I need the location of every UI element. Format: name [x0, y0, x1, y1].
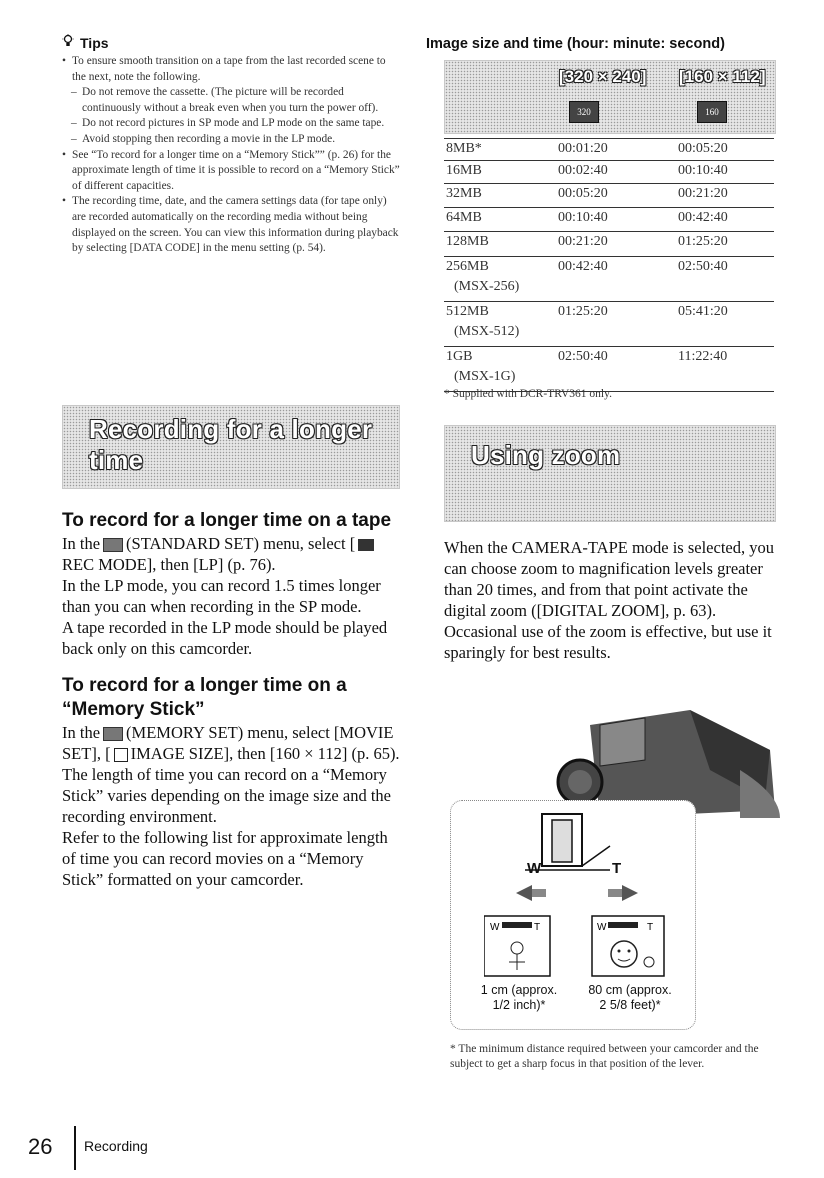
table-title: Image size and time (hour: minute: second) — [426, 36, 725, 52]
table-header — [444, 60, 776, 134]
section-banner-using-zoom — [444, 425, 776, 522]
page-number: 26 — [28, 1134, 53, 1159]
standard-set-icon — [103, 538, 123, 552]
banner-title: Using zoom — [471, 440, 621, 470]
svg-text:W: W — [490, 922, 500, 933]
banner-title: Recording for a longer time — [89, 414, 373, 475]
heading-record-tape: To record for a longer time on a tape — [62, 510, 392, 531]
tip-subitem: – Do not remove the cassette. (The picture will be recorded continuously without a break even when you turn the power off). — [62, 85, 402, 116]
tape-instructions: In the (STANDARD SET) menu, select [REC MODE], then [LP] (p. 76). In the LP mode, you can record 1.5 times longer than you can when recording in the SP mode. A tape recorded in the LP mode should be played back only on this camcorder. — [62, 534, 388, 658]
recording-time-table — [444, 138, 774, 392]
image-size-320-icon: 320 — [569, 101, 599, 123]
svg-text:W: W — [597, 922, 607, 933]
image-size-icon — [114, 748, 128, 762]
table-row: 256MB 00:42:40 02:50:40 (MSX-256) — [444, 257, 774, 302]
image-size-160-icon: 160 — [697, 101, 727, 123]
tips-list — [62, 54, 402, 257]
tip-item: • To ensure smooth transition on a tape from the last recorded scene to the next, note the following. — [62, 54, 402, 85]
zoom-subject-panels — [484, 914, 680, 982]
zoom-description: When the CAMERA-TAPE mode is selected, you can choose zoom to magnification levels greater than 20 times, and from that point activate the digital zoom ([DIGITAL ZOOM], p. 63). Occasional use of the zoom is effective, but use it sparingly for best results. — [444, 538, 774, 662]
tip-subitem: – Avoid stopping then recording a movie in the LP mode. — [62, 132, 402, 148]
tip-subitem: – Do not record pictures in SP mode and LP mode on the same tape. — [62, 116, 402, 132]
table-row: 1GB 02:50:40 11:22:40 (MSX-1G) — [444, 347, 774, 392]
memory-set-icon — [103, 727, 123, 741]
distance-tele: 80 cm (approx. 2 5/8 feet)* — [588, 983, 672, 1012]
table-row: 64MB 00:10:40 00:42:40 — [444, 208, 774, 232]
section-banner-recording-longer — [62, 405, 400, 489]
tips-heading: Tips — [62, 34, 109, 51]
svg-text:T: T — [647, 922, 654, 933]
footer-divider — [74, 1126, 76, 1170]
memory-stick-instructions: In the (MEMORY SET) menu, select [MOVIE SET], [ IMAGE SIZE], then [160 × 112] (p. 65). The length of time you can record on a “Memory Stick” varies depending on the image size and the recording environment. Refer to the following list for approximate length of time you can record movies on a “Memory Stick” formatted on your camcorder. — [62, 723, 400, 889]
zoom-direction-arrows — [510, 882, 660, 904]
table-row: 8MB* 00:01:20 00:05:20 — [444, 138, 774, 161]
footer-section-name: Recording — [84, 1138, 148, 1154]
zoom-footnote: * The minimum distance required between your camcorder and the subject to get a sharp focus in that position of the lever. — [450, 1043, 759, 1070]
tip-item: • See “To record for a longer time on a “Memory Stick”” (p. 26) for the approximate length of time it is possible to record on a “Memory Stick” of different capacities. — [62, 148, 402, 195]
column-header-160: [160 × 112] — [679, 67, 766, 86]
table-row: 128MB 00:21:20 01:25:20 — [444, 232, 774, 257]
table-footnote: * Supplied with DCR-TRV361 only. — [444, 388, 612, 400]
tip-item: • The recording time, date, and the camera settings data (for tape only) are recorded automatically on the recording media without being displayed on the screen. You can view this information during playback by selecting [DATA CODE] in the menu setting (p. 54). — [62, 194, 402, 256]
rec-mode-icon — [358, 539, 374, 551]
zoom-tele-label: T — [612, 860, 622, 877]
table-row: 512MB 01:25:20 05:41:20 (MSX-512) — [444, 302, 774, 347]
table-row: 32MB 00:05:20 00:21:20 — [444, 184, 774, 208]
svg-text:T: T — [534, 922, 541, 933]
table-row: 16MB 00:02:40 00:10:40 — [444, 161, 774, 184]
zoom-wide-label: W — [527, 860, 542, 877]
column-header-320: [320 × 240] — [559, 67, 647, 86]
lightbulb-icon — [62, 34, 74, 51]
distance-wide: 1 cm (approx. 1/2 inch)* — [480, 983, 558, 1012]
heading-record-memory-stick: To record for a longer time on a “Memory Stick” — [62, 675, 347, 720]
